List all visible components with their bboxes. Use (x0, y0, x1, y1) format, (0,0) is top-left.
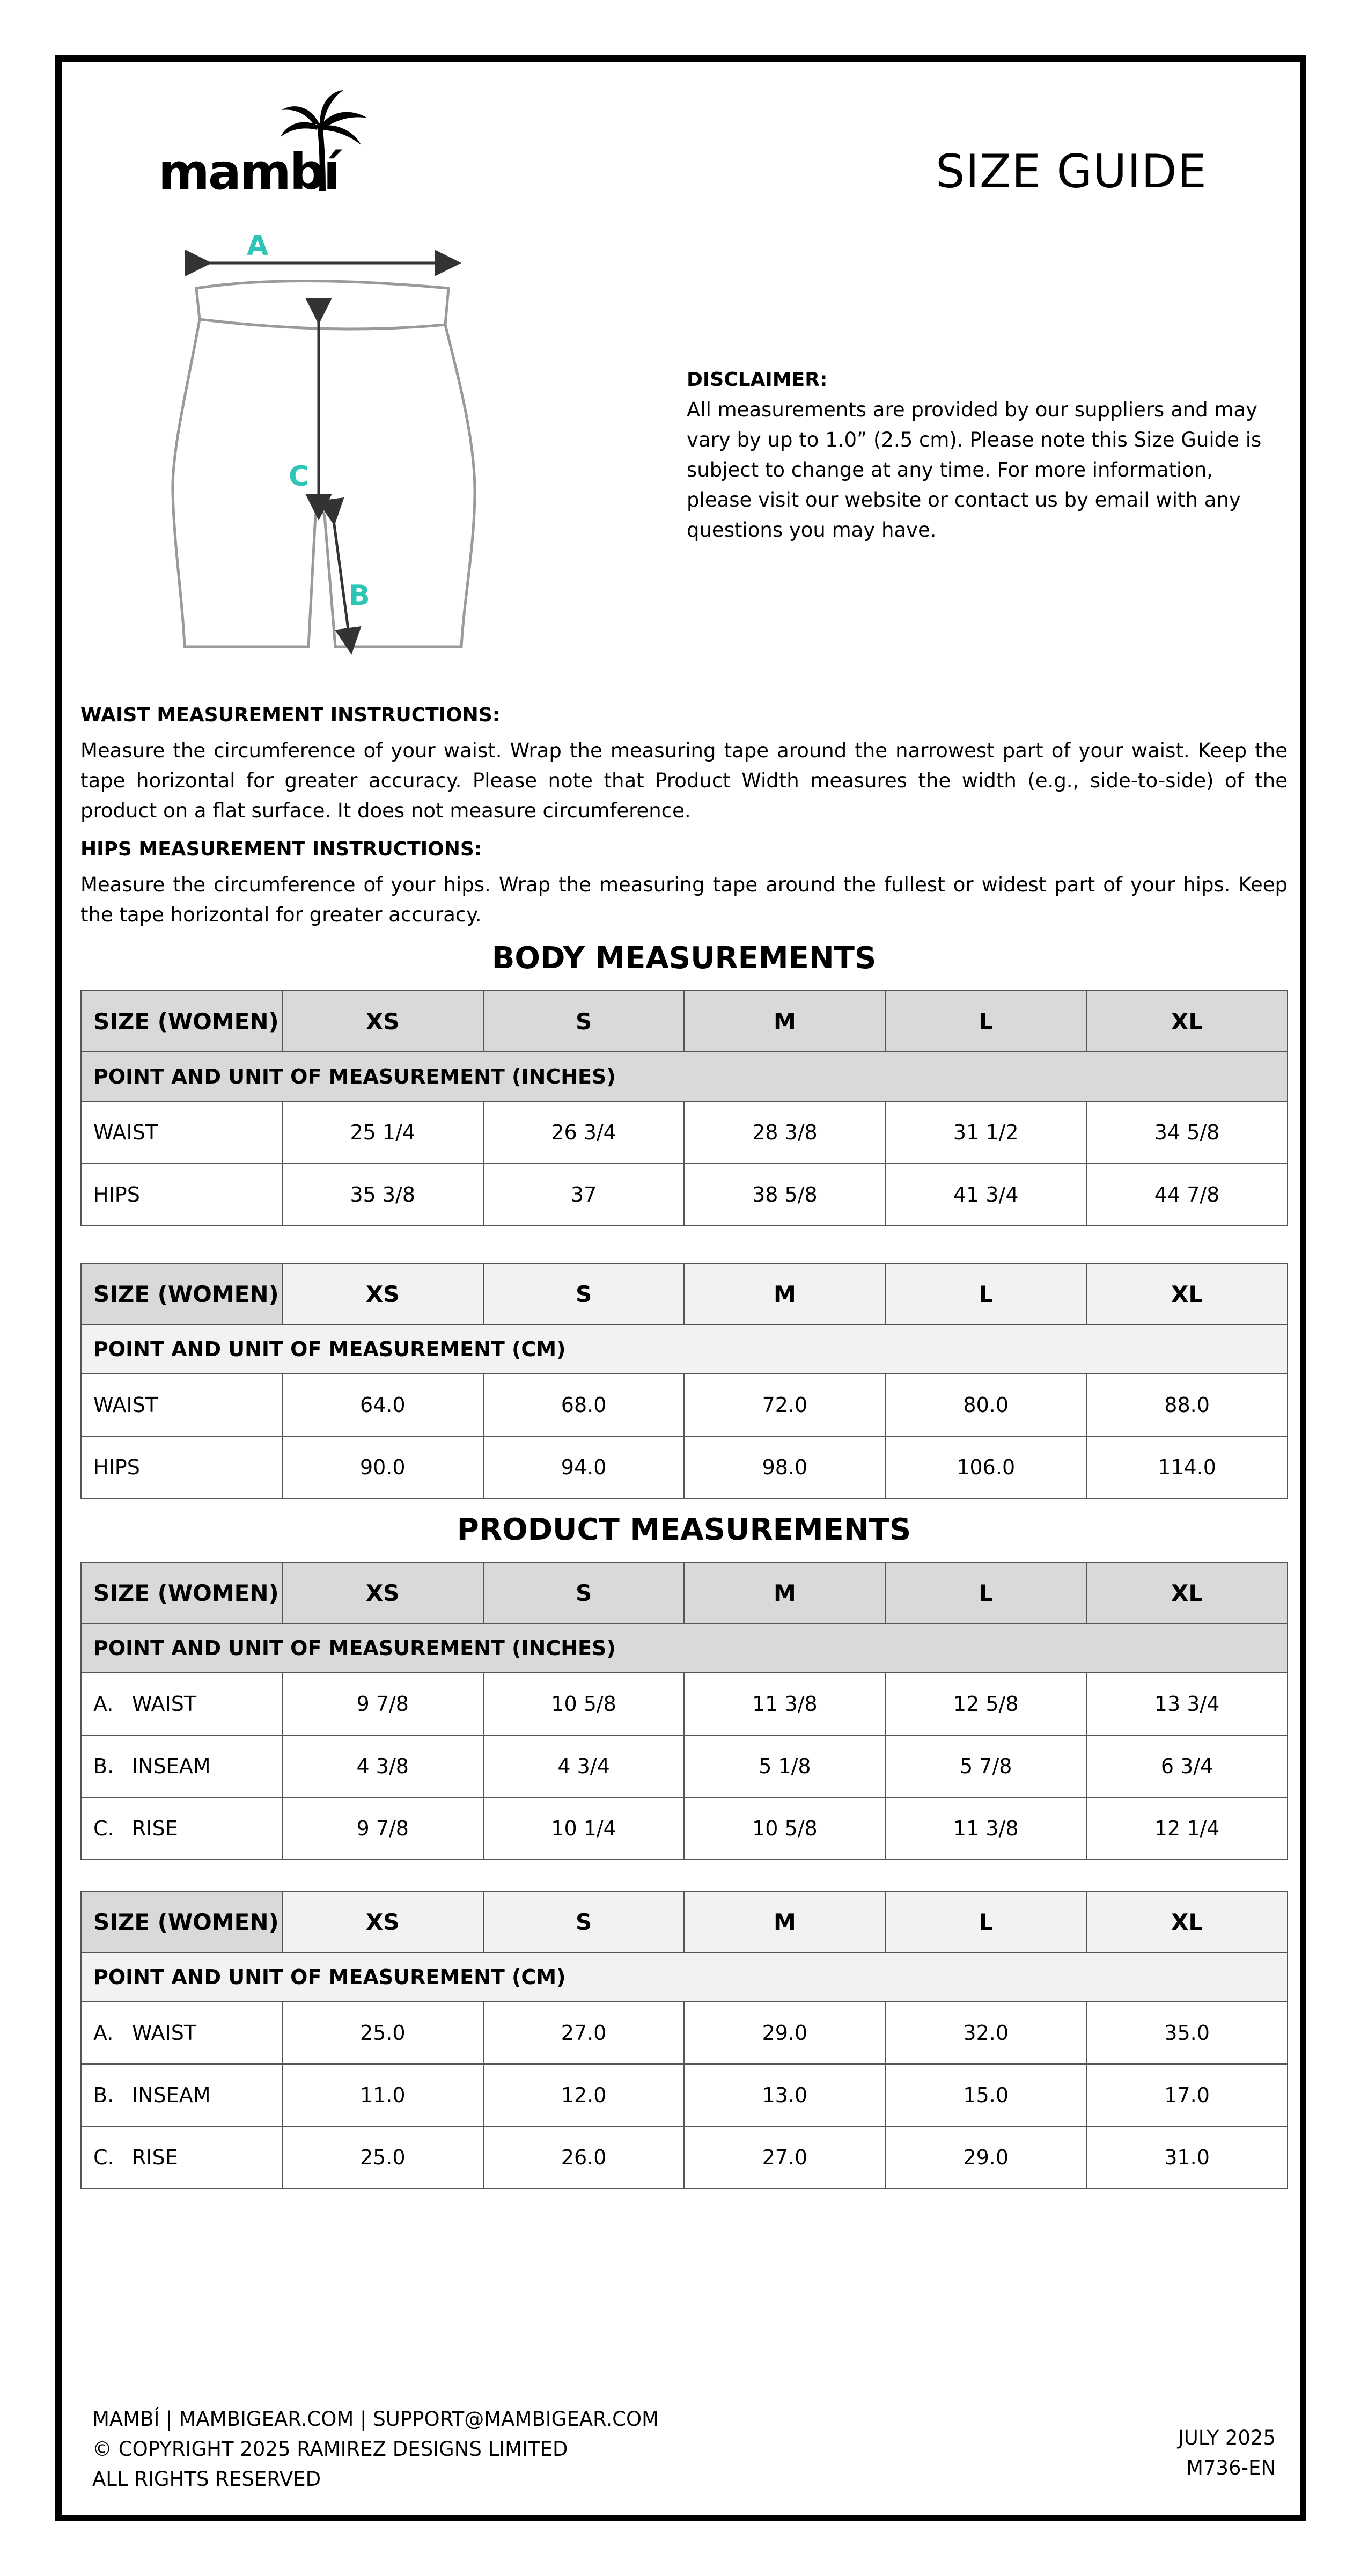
table-row (81, 1797, 1288, 1860)
cell-l: 5 7/8 (885, 1735, 1086, 1797)
cell-xs: 9 7/8 (282, 1673, 483, 1735)
cell-s: 10 1/4 (483, 1797, 685, 1860)
row-label-text: WAIST (132, 2021, 197, 2045)
table-row (81, 1374, 1288, 1436)
cell-xl: 13 3/4 (1086, 1673, 1288, 1735)
row-prefix: B. (93, 2083, 114, 2107)
cell-m: 27.0 (684, 2126, 885, 2189)
footer-rights: ALL RIGHTS RESERVED (92, 2468, 321, 2491)
cell-xs: 9 7/8 (282, 1797, 483, 1860)
cell-s: 37 (483, 1163, 685, 1226)
row-prefix: A. (93, 1692, 114, 1716)
header-l: L (885, 1562, 1086, 1623)
header-size-women: SIZE (WOMEN) (81, 991, 282, 1052)
header-size-women: SIZE (WOMEN) (81, 1263, 282, 1324)
cell-s: 4 3/4 (483, 1735, 685, 1797)
cell-l: 32.0 (885, 2002, 1086, 2064)
footer-date: JULY 2025 (1178, 2426, 1276, 2449)
header-xl: XL (1086, 1263, 1288, 1324)
cell-l: 41 3/4 (885, 1163, 1086, 1226)
table-row (81, 2126, 1288, 2189)
header-m: M (684, 1891, 885, 1952)
table-header-row (81, 1263, 1288, 1324)
page-title: SIZE GUIDE (935, 145, 1207, 199)
cell-l: 29.0 (885, 2126, 1086, 2189)
header-xs: XS (282, 1562, 483, 1623)
table-header-row (81, 991, 1288, 1052)
cell-m: 10 5/8 (684, 1797, 885, 1860)
table-row (81, 1163, 1288, 1226)
row-label (81, 2064, 282, 2126)
header-xs: XS (282, 991, 483, 1052)
cell-l: 15.0 (885, 2064, 1086, 2126)
cell-xs: 64.0 (282, 1374, 483, 1436)
row-label-text: WAIST (132, 1692, 197, 1716)
cell-m: 98.0 (684, 1436, 885, 1498)
row-label: WAIST (81, 1101, 282, 1163)
cell-xl: 31.0 (1086, 2126, 1288, 2189)
footer-doc-code: M736-EN (1186, 2456, 1276, 2479)
mambi-logo (158, 86, 384, 193)
table-header-row (81, 1562, 1288, 1623)
cell-s: 94.0 (483, 1436, 685, 1498)
cell-m: 38 5/8 (684, 1163, 885, 1226)
row-label-text: RISE (132, 1817, 178, 1840)
header-size-women: SIZE (WOMEN) (81, 1891, 282, 1952)
cell-xl: 44 7/8 (1086, 1163, 1288, 1226)
header-l: L (885, 991, 1086, 1052)
logo-wordmark: mambí (158, 143, 339, 193)
header-xl: XL (1086, 1891, 1288, 1952)
cell-xl: 12 1/4 (1086, 1797, 1288, 1860)
hips-instructions-text: Measure the circumference of your hips. Wrap the measuring tape around the fullest or widest part of your hips. Keep the tape horizontal for greater accuracy. (80, 873, 1288, 926)
cell-m: 29.0 (684, 2002, 885, 2064)
cell-m: 5 1/8 (684, 1735, 885, 1797)
header-s: S (483, 1562, 685, 1623)
unit-subheader: POINT AND UNIT OF MEASUREMENT (CM) (81, 1324, 1288, 1374)
cell-xs: 4 3/8 (282, 1735, 483, 1797)
footer-left (92, 2404, 659, 2494)
cell-m: 28 3/8 (684, 1101, 885, 1163)
body-cm-table (80, 1263, 1288, 1499)
header-l: L (885, 1263, 1086, 1324)
cell-m: 11 3/8 (684, 1673, 885, 1735)
row-prefix: C. (93, 2146, 114, 2169)
row-label-text: RISE (132, 2146, 178, 2169)
cell-s: 26 3/4 (483, 1101, 685, 1163)
table-row (81, 1436, 1288, 1498)
cell-l: 31 1/2 (885, 1101, 1086, 1163)
product-inches-table (80, 1562, 1288, 1860)
footer-copyright: © COPYRIGHT 2025 RAMIREZ DESIGNS LIMITED (92, 2438, 568, 2461)
cell-s: 27.0 (483, 2002, 685, 2064)
cell-xl: 114.0 (1086, 1436, 1288, 1498)
cell-xs: 35 3/8 (282, 1163, 483, 1226)
waist-instructions (80, 700, 1288, 826)
product-cm-table (80, 1891, 1288, 2189)
cell-xl: 6 3/4 (1086, 1735, 1288, 1797)
shorts-outline (173, 281, 475, 647)
cell-s: 26.0 (483, 2126, 685, 2189)
header-xs: XS (282, 1263, 483, 1324)
hips-instructions-heading: HIPS MEASUREMENT INSTRUCTIONS: (80, 838, 482, 860)
row-label (81, 1735, 282, 1797)
row-prefix: C. (93, 1817, 114, 1840)
label-a: A (247, 230, 269, 262)
waist-instructions-heading: WAIST MEASUREMENT INSTRUCTIONS: (80, 704, 501, 726)
row-label (81, 1797, 282, 1860)
unit-subheader: POINT AND UNIT OF MEASUREMENT (INCHES) (81, 1052, 1288, 1101)
table-row (81, 2002, 1288, 2064)
table-row (81, 1673, 1288, 1735)
row-label: HIPS (81, 1163, 282, 1226)
cell-m: 72.0 (684, 1374, 885, 1436)
header-size-women: SIZE (WOMEN) (81, 1562, 282, 1623)
cell-xl: 35.0 (1086, 2002, 1288, 2064)
cell-xl: 88.0 (1086, 1374, 1288, 1436)
cell-xs: 25.0 (282, 2126, 483, 2189)
body-inches-table (80, 990, 1288, 1226)
product-measurements-title: PRODUCT MEASUREMENTS (457, 1512, 911, 1547)
cell-m: 13.0 (684, 2064, 885, 2126)
cell-s: 10 5/8 (483, 1673, 685, 1735)
table-row (81, 2064, 1288, 2126)
row-prefix: B. (93, 1754, 114, 1778)
footer-right (1178, 2423, 1276, 2483)
table-header-row (81, 1891, 1288, 1952)
header-xs: XS (282, 1891, 483, 1952)
cell-s: 12.0 (483, 2064, 685, 2126)
cell-xs: 25 1/4 (282, 1101, 483, 1163)
row-label: HIPS (81, 1436, 282, 1498)
header-xl: XL (1086, 1562, 1288, 1623)
cell-l: 11 3/8 (885, 1797, 1086, 1860)
table-row (81, 1735, 1288, 1797)
header-s: S (483, 1263, 685, 1324)
cell-xl: 17.0 (1086, 2064, 1288, 2126)
cell-s: 68.0 (483, 1374, 685, 1436)
header-l: L (885, 1891, 1086, 1952)
row-label: WAIST (81, 1374, 282, 1436)
row-label (81, 2126, 282, 2189)
cell-l: 80.0 (885, 1374, 1086, 1436)
cell-xs: 11.0 (282, 2064, 483, 2126)
disclaimer-text: All measurements are provided by our suppliers and may vary by up to 1.0” (2.5 cm). Please note this Size Guide is subject to change at any time. For more information, please visit our website or contact us by email with any questions you may have. (687, 398, 1262, 541)
row-label-text: INSEAM (132, 1754, 211, 1778)
header-m: M (684, 1562, 885, 1623)
inseam-arrow (333, 513, 350, 641)
header-s: S (483, 991, 685, 1052)
body-measurements-title: BODY MEASUREMENTS (491, 941, 877, 976)
row-label (81, 2002, 282, 2064)
cell-l: 12 5/8 (885, 1673, 1086, 1735)
cell-xs: 25.0 (282, 2002, 483, 2064)
disclaimer-block (687, 365, 1277, 545)
header-s: S (483, 1891, 685, 1952)
table-row (81, 1101, 1288, 1163)
header-xl: XL (1086, 991, 1288, 1052)
row-label-text: INSEAM (132, 2083, 211, 2107)
disclaimer-heading: DISCLAIMER: (687, 369, 828, 391)
hips-instructions (80, 835, 1288, 930)
header-m: M (684, 991, 885, 1052)
unit-subheader: POINT AND UNIT OF MEASUREMENT (CM) (81, 1952, 1288, 2002)
header-m: M (684, 1263, 885, 1324)
label-b: B (349, 580, 370, 612)
cell-xs: 90.0 (282, 1436, 483, 1498)
unit-subheader: POINT AND UNIT OF MEASUREMENT (INCHES) (81, 1623, 1288, 1673)
cell-l: 106.0 (885, 1436, 1086, 1498)
row-label (81, 1673, 282, 1735)
footer-contact-line: MAMBÍ | MAMBIGEAR.COM | SUPPORT@MAMBIGEAR.COM (92, 2407, 659, 2431)
shorts-diagram (161, 223, 504, 657)
label-c: C (289, 460, 310, 493)
waist-instructions-text: Measure the circumference of your waist. Wrap the measuring tape around the narrowest part of your waist. Keep the tape horizontal for greater accuracy. Please note that Product Width measures the width (e.g., side-to-side) of the product on a flat surface. It does not measure circumference. (80, 739, 1288, 822)
row-prefix: A. (93, 2021, 114, 2045)
cell-xl: 34 5/8 (1086, 1101, 1288, 1163)
